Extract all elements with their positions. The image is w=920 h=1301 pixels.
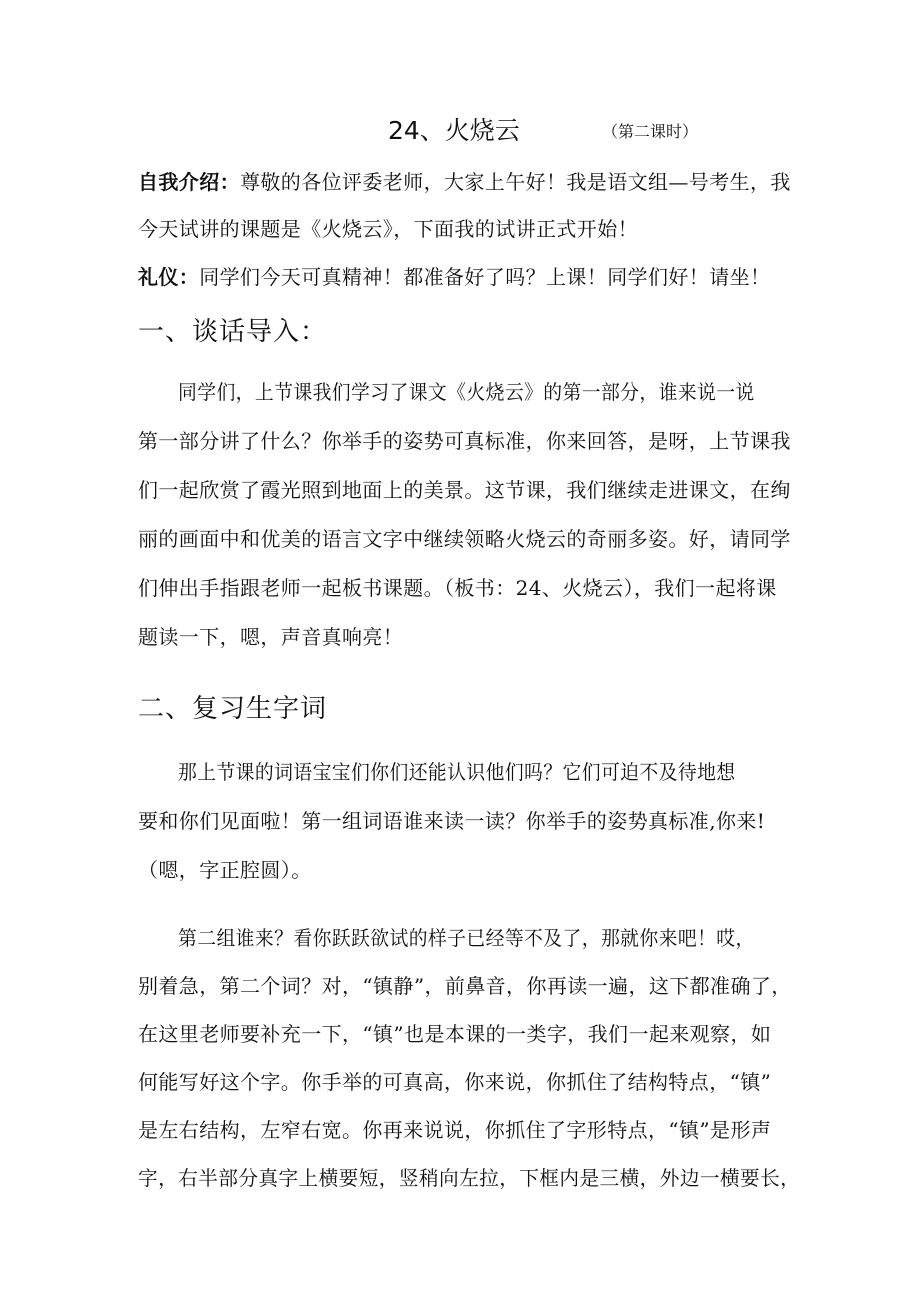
section-2-para-2-line-3: 在这里老师要补充一下，“镇”也是本课的一类字，我们一起来观察，如 bbox=[138, 1022, 772, 1046]
intro-line-1 bbox=[138, 169, 798, 195]
section-1-line-3: 们一起欣赏了霞光照到地面上的美景。这节课，我们继续走进课文，在绚 bbox=[138, 478, 791, 502]
etiquette-label: 礼仪： bbox=[138, 265, 200, 289]
section-2-heading: 二、复习生字词 bbox=[138, 694, 328, 724]
section-1-line-1: 同学们，上节课我们学习了课文《火烧云》的第一部分，谁来说一说 bbox=[178, 380, 755, 404]
section-2-para-1-line-1: 那上节课的词语宝宝们你们还能认识他们吗？它们可迫不及待地想 bbox=[178, 760, 736, 784]
section-1-line-6: 题读一下，嗯，声音真响亮！ bbox=[138, 625, 404, 649]
section-2-para-2-line-2: 别着急，第二个词？对，“镇静”，前鼻音，你再读一遍，这下都准确了， bbox=[138, 974, 792, 998]
etiquette-text: 同学们今天可真精神！都准备好了吗？上课！同学们好！请坐！ bbox=[199, 265, 771, 289]
intro-label: 自我介绍： bbox=[138, 170, 240, 194]
intro-text-1: 尊敬的各位评委老师，大家上午好！我是语文组—号考生，我 bbox=[240, 170, 791, 194]
section-1-line-2: 第一部分讲了什么？你举手的姿势可真标准，你来回答，是呀，上节课我 bbox=[138, 429, 791, 453]
section-2-para-1-line-2: 要和你们见面啦！第一组词语谁来读一读？你举手的姿势真标准,你来! bbox=[138, 809, 766, 833]
lesson-period: （第二课时） bbox=[602, 122, 699, 141]
section-2-para-2-line-5: 是左右结构，左窄右宽。你再来说说，你抓住了字形特点，“镇”是形声 bbox=[138, 1118, 772, 1142]
section-1-heading: 一、谈话导入： bbox=[138, 317, 328, 347]
lesson-title: 24、火烧云 bbox=[388, 116, 520, 145]
section-1-line-4: 丽的画面中和优美的语言文字中继续领略火烧云的奇丽多姿。好，请同学 bbox=[138, 527, 791, 551]
section-1-line-5: 们伸出手指跟老师一起板书课题。（板书：24、火烧云），我们一起将课 bbox=[138, 576, 777, 600]
section-2-para-2-line-4: 何能写好这个字。你手举的可真高，你来说，你抓住了结构特点，“镇” bbox=[138, 1070, 772, 1094]
title-row bbox=[0, 116, 920, 150]
intro-line-2: 今天试讲的课题是《火烧云》，下面我的试讲正式开始！ bbox=[138, 217, 638, 241]
section-2-para-2-line-1: 第二组谁来？看你跃跃欲试的样子已经等不及了，那就你来吧！哎， bbox=[178, 926, 755, 950]
section-2-para-1-line-3: （嗯，字正腔圆）。 bbox=[138, 858, 312, 882]
section-2-para-2-line-6: 字，右半部分真字上横要短，竖稍向左拉，下框内是三横，外边一横要长， bbox=[138, 1166, 801, 1190]
etiquette-line bbox=[138, 264, 798, 290]
